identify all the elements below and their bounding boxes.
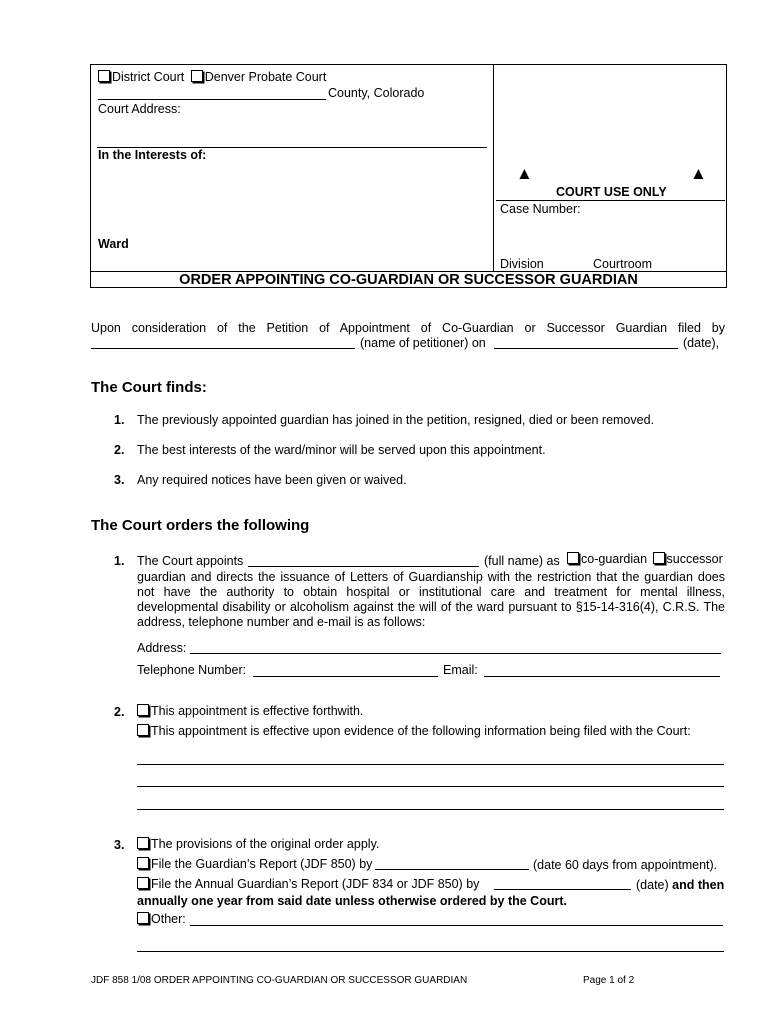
- other-field[interactable]: [190, 925, 723, 926]
- co-guardian-label: co-guardian: [581, 552, 648, 566]
- division-label: Division: [500, 257, 544, 271]
- order-2-option-b: [137, 724, 691, 738]
- guardian-type-options: [567, 552, 723, 566]
- information-field-line[interactable]: [137, 764, 724, 765]
- finding-item: Any required notices have been given or waived.: [137, 473, 407, 487]
- finding-item: The previously appointed guardian has joined in the petition, resigned, died or been removed.: [137, 413, 655, 427]
- finding-number: 3.: [114, 473, 125, 487]
- annual-report-continuation: annually one year from said date unless otherwise ordered by the Court.: [137, 894, 567, 908]
- case-number-label: Case Number:: [500, 202, 581, 216]
- interests-label: In the Interests of:: [98, 148, 207, 162]
- original-order-checkbox[interactable]: [137, 837, 149, 849]
- court-use-only-label: COURT USE ONLY: [556, 185, 667, 199]
- effective-forthwith-label: This appointment is effective forthwith.: [151, 704, 364, 718]
- order-number: 2.: [114, 705, 125, 719]
- effective-forthwith-checkbox[interactable]: [137, 704, 149, 716]
- appointee-name-field[interactable]: [248, 566, 479, 567]
- guardian-report-date-field[interactable]: [375, 869, 529, 870]
- denver-probate-court-checkbox[interactable]: [191, 70, 203, 82]
- court-selection: [98, 70, 326, 84]
- finding-number: 2.: [114, 443, 125, 457]
- original-order-label: The provisions of the original order apply.: [151, 837, 380, 851]
- order-3-option-b: [137, 857, 372, 871]
- successor-checkbox[interactable]: [653, 552, 665, 564]
- order-1-text-line: developmental disability or alcoholism against the will of the ward pursuant to §15-14-316(4), C.R.S. The: [137, 600, 725, 614]
- district-court-checkbox[interactable]: [98, 70, 110, 82]
- arrow-up-icon: ▲: [516, 164, 533, 183]
- order-1-text-line: address, telephone number and e-mail is as follows:: [137, 615, 426, 629]
- court-address-label: Court Address:: [98, 102, 181, 116]
- successor-label: successor: [666, 552, 723, 566]
- petition-date-field[interactable]: [494, 348, 678, 349]
- order-3-option-d: [137, 912, 186, 926]
- ward-label: Ward: [98, 237, 129, 251]
- order-3-option-c: [137, 877, 479, 891]
- finding-number: 1.: [114, 413, 125, 427]
- intro-line-1: Upon consideration of the Petition of Appointment of Co-Guardian or Successor Guardian filed by: [91, 321, 725, 335]
- district-court-label: District Court: [112, 70, 185, 84]
- annual-report-date-label: [636, 878, 724, 892]
- orders-heading: The Court orders the following: [91, 517, 310, 534]
- order-2-option-a: [137, 704, 363, 718]
- effective-upon-evidence-checkbox[interactable]: [137, 724, 149, 736]
- guardian-report-label: File the Guardian’s Report (JDF 850) by: [151, 857, 373, 871]
- annual-report-date-text: (date): [636, 878, 669, 892]
- petitioner-name-field[interactable]: [91, 348, 355, 349]
- county-name-field[interactable]: [98, 99, 326, 100]
- address-field[interactable]: [190, 653, 721, 654]
- order-1-text-line: not have the authority to obtain hospital or institutional care and treatment for mental illness,: [137, 585, 725, 599]
- document-title: ORDER APPOINTING CO-GUARDIAN OR SUCCESSOR GUARDIAN: [179, 272, 638, 288]
- other-checkbox[interactable]: [137, 912, 149, 924]
- email-label: Email:: [443, 663, 478, 677]
- effective-upon-evidence-label: This appointment is effective upon evidence of the following information being filed with the Court:: [151, 724, 691, 738]
- finding-item: The best interests of the ward/minor will be served upon this appointment.: [137, 443, 546, 457]
- caption-divider: [493, 65, 494, 271]
- full-name-label: (full name) as: [484, 554, 560, 568]
- annual-report-checkbox[interactable]: [137, 877, 149, 889]
- guardian-report-date-label: (date 60 days from appointment).: [533, 858, 718, 872]
- order-number: 3.: [114, 838, 125, 852]
- telephone-field[interactable]: [253, 676, 438, 677]
- petitioner-label: (name of petitioner) on: [360, 336, 486, 350]
- information-field-line[interactable]: [137, 786, 724, 787]
- information-field-line[interactable]: [137, 809, 724, 810]
- other-field-line-2[interactable]: [137, 951, 724, 952]
- annual-report-date-field[interactable]: [494, 889, 631, 890]
- page-number: Page 1 of 2: [583, 975, 635, 986]
- guardian-report-checkbox[interactable]: [137, 857, 149, 869]
- court-use-divider: [496, 200, 725, 201]
- county-label: County, Colorado: [328, 86, 425, 100]
- arrow-up-icon-right: ▲: [690, 164, 707, 183]
- order-number: 1.: [114, 554, 125, 568]
- courtroom-label: Courtroom: [593, 257, 653, 271]
- co-guardian-checkbox[interactable]: [567, 552, 579, 564]
- order-3-option-a: [137, 837, 379, 851]
- denver-probate-court-label: Denver Probate Court: [204, 70, 327, 84]
- petition-date-label: (date),: [683, 336, 720, 350]
- address-label: Address:: [137, 641, 187, 655]
- order-1-text-line: guardian and directs the issuance of Letters of Guardianship with the restriction that the guardian does: [137, 570, 725, 584]
- annual-report-label: File the Annual Guardian’s Report (JDF 834 or JDF 850) by: [151, 877, 480, 891]
- other-label: Other:: [151, 912, 186, 926]
- form-identifier: JDF 858 1/08 ORDER APPOINTING CO-GUARDIAN OR SUCCESSOR GUARDIAN: [91, 975, 468, 986]
- findings-heading: The Court finds:: [91, 379, 207, 396]
- appoints-label: The Court appoints: [137, 554, 244, 568]
- and-then-text: and then: [672, 878, 725, 892]
- email-field[interactable]: [484, 676, 720, 677]
- telephone-label: Telephone Number:: [137, 663, 247, 677]
